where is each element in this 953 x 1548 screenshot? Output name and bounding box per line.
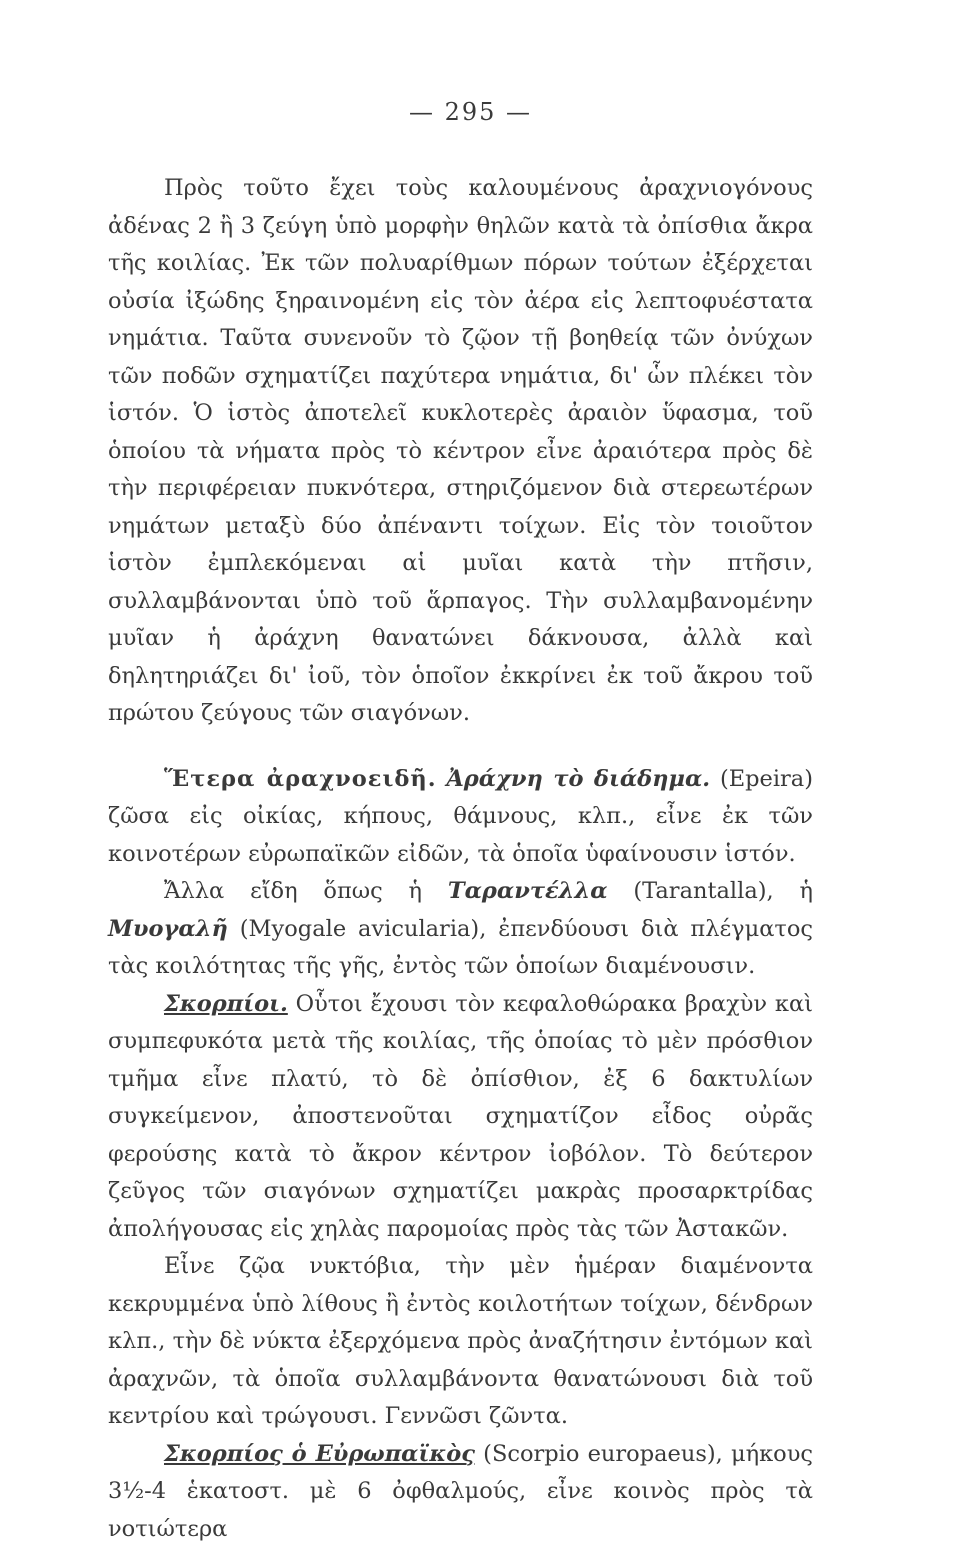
paragraph-other-arachnids (108, 761, 813, 874)
paragraph-nocturnal: Εἶνε ζῷα νυκτόβια, τὴν μὲν ἡμέραν διαμένοντα κεκρυμμένα ὑπὸ λίθους ἢ ἐντὸς κοιλοτήτων τοίχων, δένδρων κλπ., τὴν δὲ νύκτα ἐξερχόμενα πρὸς ἀναζήτησιν ἐντόμων καὶ ἀραχνῶν, τὰ ὁποῖα συλλαμβάνοντα θανατώνουσι διὰ τοῦ κεντρίου καὶ τρώγουσι. Γεννῶσι ζῶντα. (108, 1248, 813, 1436)
garden-spider-text: (Epeira) ζῶσα εἰς οἰκίας, κήπους, θάμνους, κλπ., εἶνε ἐκ τῶν κοινοτέρων εὐρωπαϊκῶν εἰδῶν, τὰ ὁποῖα ὑφαίνουσιν ἱστόν. (108, 766, 813, 867)
term-garden-spider: Ἀράχνη τὸ διάδημα. (446, 766, 710, 792)
section-heading-other-arachnids: Ἕτερα ἀραχνοειδῆ. (164, 766, 437, 792)
european-scorpion-text: (Scorpio europaeus), μήκους 3½-4 ἑκατοστ. μὲ 6 ὀφθαλμούς, εἶνε κοινὸς πρὸς τὰ νοτιώτερα (108, 1441, 813, 1542)
scorpions-text: Οὗτοι ἔχουσι τὸν κεφαλοθώρακα βραχὺν καὶ συμπεφυκότα μετὰ τῆς κοιλίας, τῆς ὁποίας τὸ μὲν πρόσθιον τμῆμα εἶνε πλατύ, τὸ δὲ ὀπίσθιον, ἐξ 6 δακτυλίων συγκείμενον, ἀποστενοῦται σχηματίζον εἶδος οὐρᾶς φερούσης κατὰ τὸ ἄκρον κέντρον ἰοβόλον. Τὸ δεύτερον ζεῦγος τῶν σιαγόνων σχηματίζει μακρὰς προσαρκτρίδας ἀπολήγουσας εἰς χηλὰς παρομοίας πρὸς τὰς τῶν Ἀστακῶν. (108, 991, 813, 1242)
paragraph-web-spinning: Πρὸς τοῦτο ἔχει τοὺς καλουμένους ἀραχνιογόνους ἀδένας 2 ἢ 3 ζεύγη ὑπὸ μορφὴν θηλῶν κατὰ τὰ ὀπίσθια ἄκρα τῆς κοιλίας. Ἐκ τῶν πολυαρίθμων πόρων τούτων ἐξέρχεται οὐσία ἰξώδης ξηραινομένη εἰς τὸν ἀέρα εἰς λεπτοφυέστατα νημάτια. Ταῦτα συνενοῦν τὸ ζῷον τῇ βοηθείᾳ τῶν ὀνύχων τῶν ποδῶν σχηματίζει παχύτερα νημάτια, δι' ὧν πλέκει τὸν ἱστόν. Ὁ ἱστὸς ἀποτελεῖ κυκλοτερὲς ἀραιὸν ὕφασμα, τοῦ ὁποίου τὰ νήματα πρὸς τὸ κέντρον εἶνε ἀραιότερα πρὸς δὲ τὴν περιφέρειαν πυκνότερα, στηριζόμενον διὰ στερεωτέρων νημάτων μεταξὺ δύο ἀπέναντι τοίχων. Εἰς τὸν τοιοῦτον ἱστὸν ἐμπλεκόμεναι αἱ μυῖαι κατὰ τὴν πτῆσιν, συλλαμβάνονται ὑπὸ τοῦ ἅρπαγος. Τὴν συλλαμβανομένην μυῖαν ἡ ἀράχνη θανατώνει δάκνουσα, ἀλλὰ καὶ δηλητηριάζει δι' ἰοῦ, τὸν ὁποῖον ἐκκρίνει ἐκ τοῦ ἄκρου τοῦ πρώτου ζεύγους τῶν σιαγόνων. (108, 170, 813, 733)
myogale-text: (Myogale avicularia), ἐπενδύουσι διὰ πλέγματος τὰς κοιλότητας τῆς γῆς, ἐντὸς τῶν ὁποίων διαμένουσιν. (108, 916, 813, 980)
tarantula-latin: (Tarantalla), ἡ (633, 878, 813, 904)
paragraph-scorpions (108, 986, 813, 1249)
tarantula-lead: Ἄλλα εἴδη ὅπως ἡ (164, 878, 422, 904)
term-european-scorpion: Σκορπίος ὁ Εὐρωπαϊκὸς (164, 1441, 475, 1467)
term-scorpions: Σκορπίοι. (164, 991, 288, 1017)
paragraph-tarantula (108, 873, 813, 986)
paragraph-european-scorpion (108, 1436, 813, 1548)
term-myogale: Μυογαλῆ (108, 916, 228, 942)
term-tarantula: Ταραντέλλα (448, 878, 608, 904)
page-number: — 295 — (108, 98, 813, 126)
